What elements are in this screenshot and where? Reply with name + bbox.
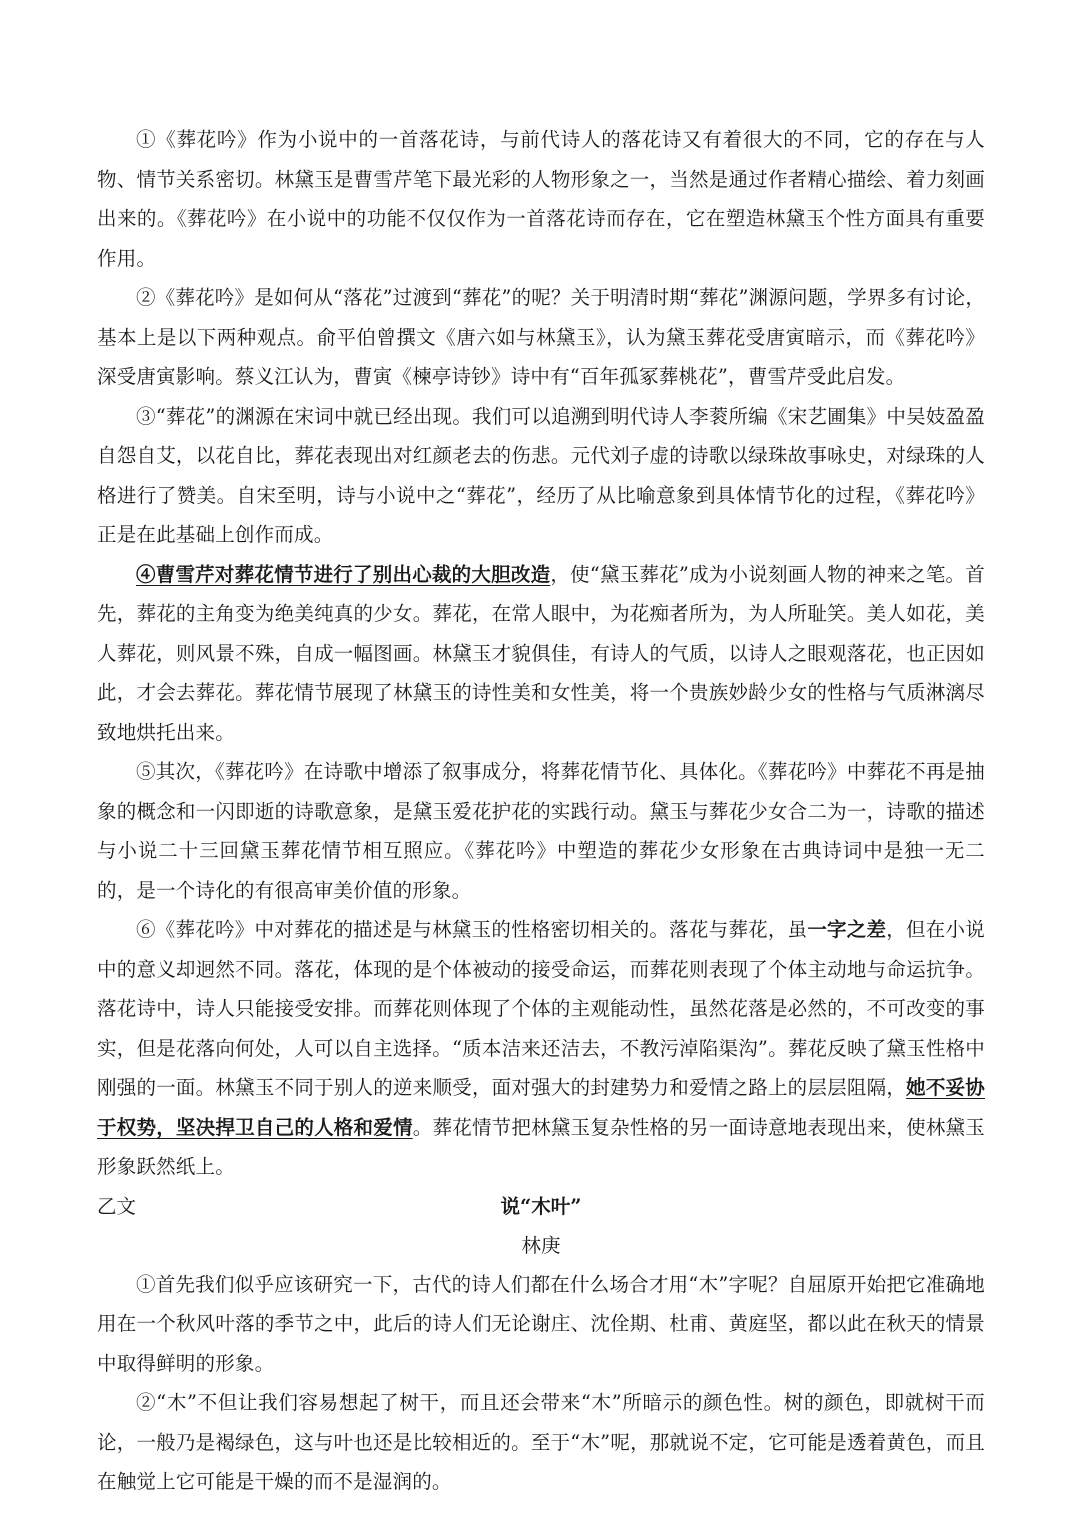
paragraph-text: ①首先我们似乎应该研究一下，古代的诗人们都在什么场合才用“木”字呢？自屈原开始把它准确地用在一个秋风叶落的季节之中，此后的诗人们无论谢庄、沈佺期、杜甫、黄庭坚，都以此在秋天的情景中取得鲜明的形象。 — [97, 1272, 985, 1375]
passage-jia — [97, 120, 985, 1187]
paragraph-jia-3 — [97, 397, 985, 555]
paragraph-text: ，使“黛玉葬花”成为小说刻画人物的神来之笔。首先，葬花的主角变为绝美纯真的少女。葬花，在常人眼中，为花痴者所为，为人所耻笑。美人如花，美人葬花，则风景不殊，自成一幅图画。林黛玉才貌俱佳，有诗人的气质，以诗人之眼观落花，也正因如此，才会去葬花。葬花情节展现了林黛玉的诗性美和女性美，将一个贵族妙龄少女的性格与气质淋漓尽致地烘托出来。 — [97, 562, 985, 744]
paragraph-text: 。葬花情节把林黛玉复杂性格的另一面诗意地表现出来，使林黛玉形象跃然纸上。 — [97, 1115, 985, 1178]
article-title: 说“木叶” — [500, 1194, 582, 1218]
paragraph-jia-4 — [97, 555, 985, 753]
paragraph-jia-2 — [97, 278, 985, 397]
paragraph-text: ②“木”不但让我们容易想起了树干，而且还会带来“木”所暗示的颜色性。树的颜色，即就树干而论，一般乃是褐绿色，这与叶也还是比较相近的。至于“木”呢，那就说不定，它可能是透着黄色，而且在触觉上它可能是干燥的而不是湿润的。 — [97, 1391, 985, 1493]
emphasized-underlined-sentence: ④曹雪芹对葬花情节进行了别出心裁的大胆改造 — [136, 562, 551, 586]
document-page — [97, 120, 985, 1502]
section-label: 乙文 — [97, 1194, 137, 1218]
paragraph-jia-6 — [97, 910, 985, 1187]
paragraph-text: ⑤其次，《葬花吟》在诗歌中增添了叙事成分，将葬花情节化、具体化。《葬花吟》中葬花不再是抽象的概念和一闪即逝的诗歌意象，是黛玉爱花护花的实践行动。黛玉与葬花少女合二为一，诗歌的描述与小说二十三回黛玉葬花情节相互照应。《葬花吟》中塑造的葬花少女形象在古典诗词中是独一无二的，是一个诗化的有很高审美价值的形象。 — [97, 760, 985, 902]
paragraph-text: ⑥《葬花吟》中对葬花的描述是与林黛玉的性格密切相关的。落花与葬花，虽 — [136, 918, 808, 941]
paragraph-text: ③“葬花”的渊源在宋词中就已经出现。我们可以追溯到明代诗人李蓘所编《宋艺圃集》中吴妓盈盈自怨自艾，以花自比，葬花表现出对红颜老去的伤悲。元代刘子虚的诗歌以绿珠故事咏史，对绿珠的人格进行了赞美。自宋至明，诗与小说中之“葬花”，经历了从比喻意象到具体情节化的过程，《葬花吟》正是在此基础上创作而成。 — [97, 404, 985, 546]
emphasized-underlined-sentence: 她不妥协于权势，坚决捍卫自己的人格和爱情 — [97, 1076, 985, 1139]
passage-yi — [97, 1187, 985, 1502]
emphasized-phrase: 一字之差 — [807, 918, 887, 941]
paragraph-text: ①《葬花吟》作为小说中的一首落花诗，与前代诗人的落花诗又有着很大的不同，它的存在与人物、情节关系密切。林黛玉是曹雪芹笔下最光彩的人物形象之一，当然是通过作者精心描绘、着力刻画出来的。《葬花吟》在小说中的功能不仅仅作为一首落花诗而存在，它在塑造林黛玉个性方面具有重要作用。 — [97, 128, 985, 270]
paragraph-text: ，但在小说中的意义却迥然不同。落花，体现的是个体被动的接受命运，而葬花则表现了个体主动地与命运抗争。落花诗中，诗人只能接受安排。而葬花则体现了个体的主观能动性，虽然花落是必然的，不可改变的事实，但是花落向何处，人可以自主选择。“质本洁来还洁去，不教污淖陷渠沟”。葬花反映了黛玉性格中刚强的一面。林黛玉不同于别人的逆来顺受，面对强大的封建势力和爱情之路上的层层阻隔， — [97, 918, 985, 1099]
paragraph-yi-2 — [97, 1383, 985, 1502]
paragraph-jia-5 — [97, 752, 985, 910]
section-header — [97, 1187, 985, 1227]
paragraph-yi-1 — [97, 1265, 985, 1384]
paragraph-jia-1 — [97, 120, 985, 278]
paragraph-text: ②《葬花吟》是如何从“落花”过渡到“葬花”的呢？关于明清时期“葬花”渊源问题，学界多有讨论，基本上是以下两种观点。俞平伯曾撰文《唐六如与林黛玉》，认为黛玉葬花受唐寅暗示，而《葬花吟》深受唐寅影响。蔡义江认为，曹寅《楝亭诗钞》诗中有“百年孤冢葬桃花”，曹雪芹受此启发。 — [97, 286, 986, 388]
article-author: 林庚 — [521, 1233, 561, 1257]
